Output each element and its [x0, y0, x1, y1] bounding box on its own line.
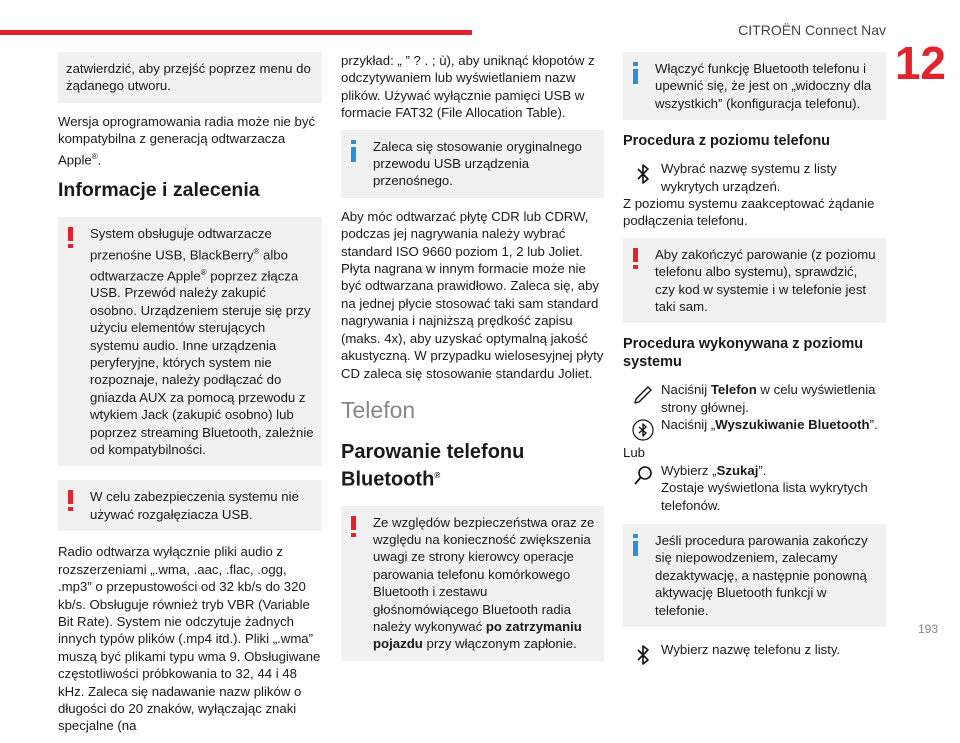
heading-pairing: Parowanie telefonu Bluetooth® — [341, 440, 525, 491]
section-title-telefon: Telefon — [341, 396, 416, 423]
heading-system-procedure: Procedura wykonywana z poziomu systemu — [623, 336, 864, 371]
paragraph-filenames: przykład: „ ” ? . ; ù), aby uniknąć kłopotów z odczytywaniem lub wyświetlaniem nazw plików. Używać wyłącznie pamięci USB w formacie FAT32 (File Allocation Table). — [341, 53, 595, 121]
bluetooth-icon — [631, 162, 655, 186]
column-2 — [341, 52, 604, 671]
search-icon — [631, 464, 655, 488]
info-icon — [351, 140, 356, 162]
or-label: Lub — [623, 445, 646, 461]
heading-phone-procedure: Procedura z poziomu telefonu — [623, 133, 831, 150]
info-box-enable-bluetooth: Włączyć funkcję Bluetooth telefonu i upewnić się, że jest on „widoczny dla wszystkich” (konfiguracja telefonu). — [623, 52, 886, 120]
warning-box-safety: Ze względów bezpieczeństwa oraz ze względu na konieczność zwiększenia uwagi ze strony kierowcy operacje parowania telefonu komórkowego Bluetooth i zestawu głośnomówiącego Bluetooth radia należy wykonywać po zatrzymaniu pojazdu przy włączonym zapłonie. — [341, 506, 604, 661]
warning-icon — [68, 227, 73, 247]
step-select-phone: Wybierz nazwę telefonu z listy. — [623, 641, 886, 667]
warning-box-code: Aby zakończyć parowanie (z poziomu telefonu albo systemu), sprawdzić, czy kod w systemie i w telefonie jest taki sam. — [623, 238, 886, 324]
warning-icon — [633, 248, 638, 268]
info-box-pairing-failed: Jeśli procedura parowania zakończy się niepowodzeniem, zalecamy dezaktywację, a następnie ponowną aktywację Bluetooth funkcji w telefonie. — [623, 524, 886, 627]
warning-box-compat: System obsługuje odtwarzacze przenośne USB, BlackBerry® albo odtwarzacze Apple® poprzez złącza USB. Przewód należy zakupić osobno. Urządzeniem steruje się przy użyciu elementów sterujących systemu audio. Inne urządzenia peryferyjne, których system nie rozpoznaje, należy podłączać do gniazda AUX za pomocą przewodu z wtykiem Jack (zakupić osobno) lub poprzez streaming Bluetooth, zależnie od kompatybilności. — [58, 217, 322, 466]
running-header: CITROËN Connect Nav — [738, 22, 886, 38]
paragraph-cd: Aby móc odtwarzać płytę CDR lub CDRW, podczas jej nagrywania należy wybrać standard ISO 9660 poziom 1, 2 lub Joliet. Płyta nagrana w innym formacie może nie być odtwarzana prawidłowo. Zaleca się, aby na jednej płycie stosować taki sam standard nagrywania i najniższą prędkość zapisu (maks. 4x), aby uzyskać optymalną jakość akustyczną. W przypadku wielosesyjnej płyty CD zaleca się stosowanie standardu Joliet. — [341, 208, 604, 381]
info-icon — [633, 534, 638, 556]
step-select-system: Wybrać nazwę systemu z listy wykrytych urządzeń. — [623, 160, 886, 195]
info-box-usb-cable: Zaleca się stosowanie oryginalnego przewodu USB urządzenia przenośnego. — [341, 130, 604, 198]
paragraph-accept: Z poziomu systemu zaakceptować żądanie podłączenia telefonu. — [623, 196, 875, 229]
column-3 — [623, 52, 886, 667]
bluetooth-search-icon — [631, 418, 655, 442]
warning-icon — [68, 490, 73, 510]
pencil-tap-icon — [631, 383, 655, 407]
page-number: 193 — [917, 622, 938, 636]
heading-informacje: Informacje i zalecenia — [58, 179, 260, 202]
paragraph-version: Wersja oprogramowania radia może nie być kompatybilna z generacją odtwarzacza Apple®. — [58, 113, 316, 168]
continued-note-box — [58, 52, 322, 103]
warning-box-usb-hub: W celu zabezpieczenia systemu nie używać rozgałęziacza USB. — [58, 480, 322, 531]
header-red-bar — [0, 30, 472, 35]
continued-note-text: zatwierdzić, aby przejść poprzez menu do żądanego utworu. — [66, 61, 311, 94]
warning-icon — [351, 516, 356, 536]
step-szukaj: Wybierz „Szukaj”. Zostaje wyświetlona lista wykrytych telefonów. — [623, 462, 886, 514]
info-icon — [633, 62, 638, 84]
step-bluetooth-search: Naciśnij „Wyszukiwanie Bluetooth”. — [623, 416, 886, 442]
paragraph-audio-formats: Radio odtwarza wyłącznie pliki audio z rozszerzeniami „.wma, .aac, .flac, .ogg, .mp3” o przepustowości od 32 kb/s do 320 kb/s. Obsługuje również tryb VBR (Variable Bit Rate). System nie odczytuje żadnych innych typów plików (.mp4 itd.). Pliki „.wma” muszą być plikami typu wma 9. Obsługiwane częstotliwości próbkowania to 32, 44 i 48 kHz. Zaleca się nadawanie nazw plików o długości do 20 znaków, wyłączając znaki specjalne (na — [58, 544, 321, 734]
chapter-number: 12 — [894, 37, 946, 89]
bluetooth-icon — [631, 643, 655, 667]
step-press-telefon: Naciśnij Telefon w celu wyświetlenia strony głównej. — [623, 381, 886, 416]
column-1 — [58, 52, 322, 743]
